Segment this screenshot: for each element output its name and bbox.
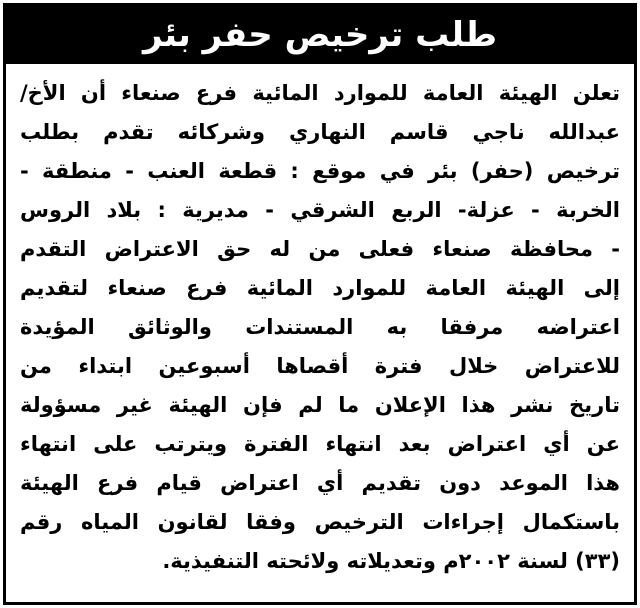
body-line-1: تعلن الهيئة العامة للموارد المائية فرع صنعاء أن الأخ/ (20, 81, 620, 105)
body-line-7: اعتراضه مرفقا به المستندات والوثائق المؤيدة (20, 315, 620, 339)
notice-title: طلب ترخيص حفر بئر (143, 15, 498, 55)
body-line-3: ترخيص (حفر) بئر في موقع : قطعة العنب - منطقة - (20, 159, 620, 183)
title-bar (6, 6, 634, 64)
body-line-12: باستكمال إجراءات الترخيص وفقا لقانون المياه رقم (20, 510, 620, 534)
notice-box (3, 3, 637, 605)
body-line-2: عبدالله ناجي قاسم النهاري وشركائه تقدم بطلب (20, 120, 620, 144)
body-line-4: الخربة - عزلة- الربع الشرقي - مديرية : بلاد الروس (20, 198, 620, 222)
body-line-8: للاعتراض خلال فترة أقصاها أسبوعين ابتداء من (20, 354, 620, 378)
body-line-11: هذا الموعد دون تقديم أي اعتراض قيام فرع الهيئة (20, 471, 620, 495)
body-line-5: - محافظة صنعاء فعلى من له حق الاعتراض التقدم (20, 237, 620, 261)
body-line-13: (٣٣) لسنة ٢٠٠٢م وتعديلاته ولائحته التنفيذية. (162, 549, 620, 573)
body-line-6: إلى الهيئة العامة للموارد المائية فرع صنعاء لتقديم (20, 276, 620, 300)
body-line-9: تاريخ نشر هذا الإعلان ما لم فإن الهيئة غير مسؤولة (20, 393, 620, 417)
notice-body (20, 74, 620, 581)
body-line-10: عن أي اعتراض بعد انتهاء الفترة ويترتب على انتهاء (20, 432, 620, 456)
